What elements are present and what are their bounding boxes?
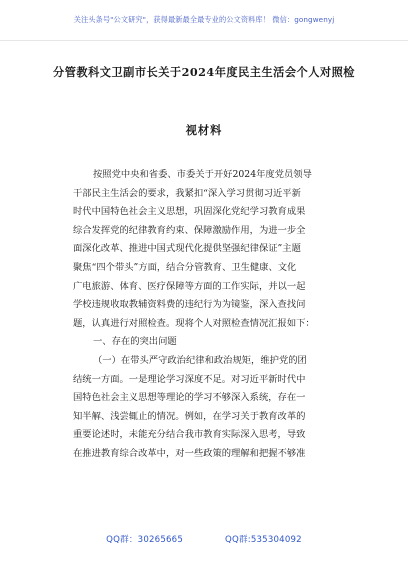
body-line: 题，认真进行对照检查。现将个人对照检查情况汇报如下： — [73, 317, 315, 329]
footer-qq-group-2: QQ群:535304092 — [225, 535, 302, 545]
paragraph-intro — [73, 166, 345, 333]
body-line: 干部民主生活会的要求，我紧扣“深入学习贯彻习近平新 — [73, 187, 301, 199]
body-line: 综合发挥党的纪律教育约束、保障激励作用，为进一步全 — [73, 224, 306, 236]
footer-qq-group-1: QQ群：30265665 — [106, 535, 184, 545]
paragraph-issue-1 — [73, 352, 345, 464]
body-line: 在推进教育综合改革中，对一些政策的理解和把握不够准 — [73, 447, 306, 459]
document-body — [73, 166, 345, 464]
section-heading — [73, 333, 345, 352]
body-line: 聚焦“四个带头”方面，结合分管教育、卫生健康、文化 — [73, 261, 297, 273]
body-line: 按照党中央和省委、市委关于开好2024年度党员领导 — [93, 169, 312, 180]
body-line: 广电旅游、体育、医疗保障等方面的工作实际，并以一起 — [73, 280, 306, 292]
document-title-line-1: 分管教科文卫副市长关于2024年度民主生活会个人对照检 — [53, 65, 355, 79]
header-banner — [0, 0, 408, 41]
body-line: 国特色社会主义思想等理论的学习不够深入系统，存在一 — [73, 392, 306, 404]
body-line: 学校违规收取教辅资料费的违纪行为为镜鉴，深入查找问 — [73, 299, 306, 311]
header-promo-text: 关注头条号"公文研究"，获得最新最全最专业的公文资料库！ 微信：gongwenyj — [73, 15, 335, 24]
body-line: 面深化改革、推进中国式现代化提供坚强纪律保证”主题 — [73, 243, 301, 255]
section-heading-line: 一、存在的突出问题 — [93, 336, 177, 348]
document-title-line-2: 视材料 — [185, 123, 223, 137]
body-line: 重要论述时，未能充分结合我市教育实际深入思考，导致 — [73, 429, 306, 441]
body-line: 时代中国特色社会主义思想，巩固深化党纪学习教育成果 — [73, 206, 306, 218]
footer-contact — [0, 533, 408, 545]
body-line: 知半解、浅尝辄止的情况。例如，在学习关于教育改革的 — [73, 410, 306, 422]
body-line: 结统一方面。一是理论学习深度不足。对习近平新时代中 — [73, 373, 306, 385]
body-line: （一）在带头严守政治纪律和政治规矩，维护党的团 — [93, 354, 307, 366]
